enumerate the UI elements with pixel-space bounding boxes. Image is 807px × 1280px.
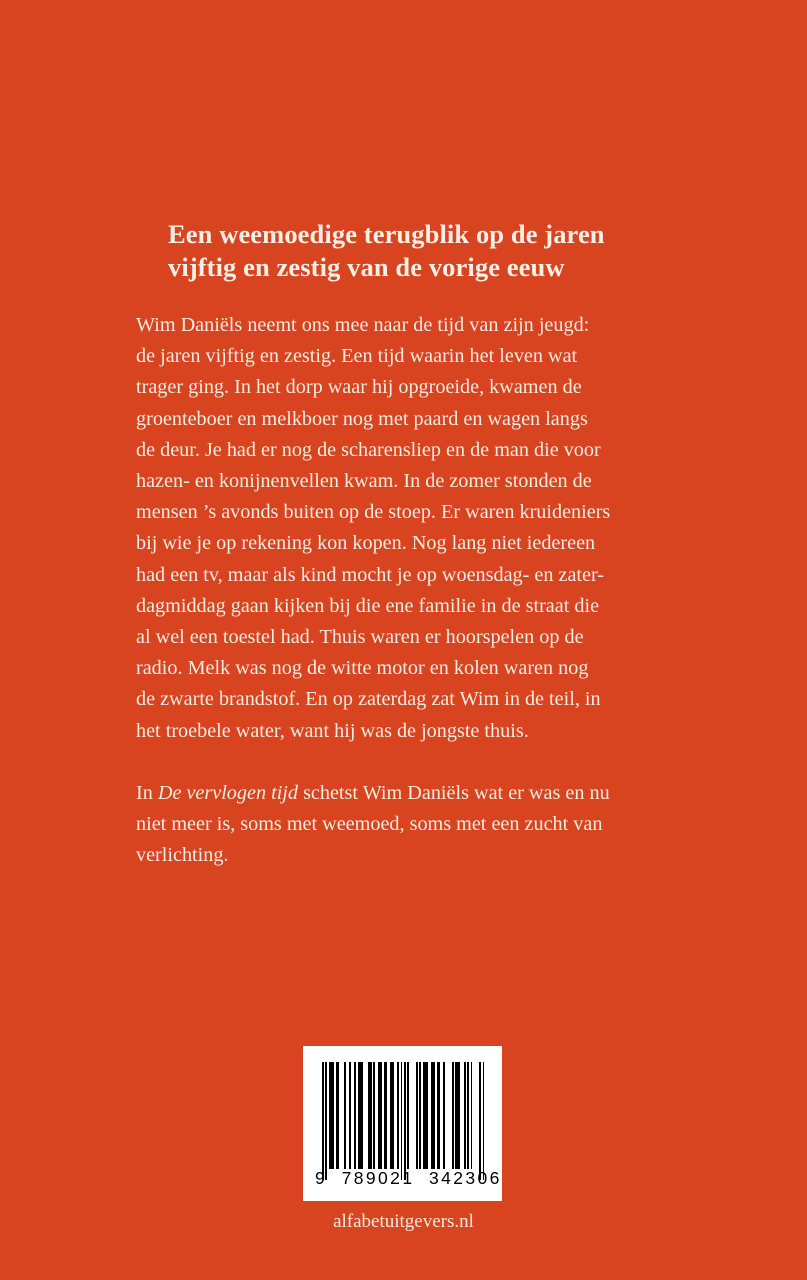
blurb-line-suffix: schetst Wim Daniëls wat er was en nu [298,782,610,805]
headline-line-2: vijftig en zestig van de vorige eeuw [168,252,565,282]
blurb-line: de zwarte brandstof. En op zaterdag zat Wim in de teil, in [136,688,601,711]
blurb-line: groenteboer en melkboer nog met paard en wagen langs [136,407,588,430]
isbn-barcode-panel [303,1046,502,1201]
barcode-bar [409,1062,416,1169]
publisher-website: alfabetuitgevers.nl [333,1211,474,1232]
blurb-line: Wim Daniëls neemt ons mee naar de tijd van zijn jeugd: [136,314,590,336]
blurb-paragraph-2 [136,778,672,872]
blurb-line: niet meer is, soms met weemoed, soms met een zucht van [136,813,603,836]
blurb-line: dagmiddag gaan kijken bij die ene familie in de straat die [136,594,600,617]
barcode-bar [445,1062,452,1169]
blurb-line: bij wie je op rekening kon kopen. Nog lang niet iedereen [136,532,596,555]
blurb-line: mensen ’s avonds buiten op de stoep. Er waren kruideniers [136,501,611,524]
blurb-line [136,778,672,809]
book-title-italic: De vervlogen tijd [157,782,299,805]
isbn-number: 9 789021 342306 [315,1168,502,1188]
blurb-paragraph-1 [136,310,672,747]
headline-line-1: Een weemoedige terugblik op de jaren [168,219,605,249]
blurb-line: de jaren vijftig en zestig. Een tijd waarin het leven wat [136,345,578,368]
blurb-line: al wel een toestel had. Thuis waren er hoorspelen op de [136,626,584,649]
blurb-line: had een tv, maar als kind mocht je op woensdag- en zater- [136,563,605,586]
barcode-graphic [303,1046,502,1201]
blurb-line: trager ging. In het dorp waar hij opgroeide, kwamen de [136,376,582,399]
blurb-line-prefix: In [136,782,158,805]
barcode-bars [322,1062,485,1169]
blurb-line: hazen- en konijnenvellen kwam. In de zomer stonden de [136,470,592,493]
blurb-line: verlichting. [136,844,229,867]
blurb-line: de deur. Je had er nog de scharensliep en de man die voor [136,438,601,461]
blurb-line: het troebele water, want hij was de jongste thuis. [136,719,529,742]
blurb-line: radio. Melk was nog de witte motor en kolen waren nog [136,657,589,680]
barcode-bar [483,1062,485,1180]
page-title [168,218,672,284]
barcode-bar [472,1062,479,1169]
blurb-text [136,310,672,872]
